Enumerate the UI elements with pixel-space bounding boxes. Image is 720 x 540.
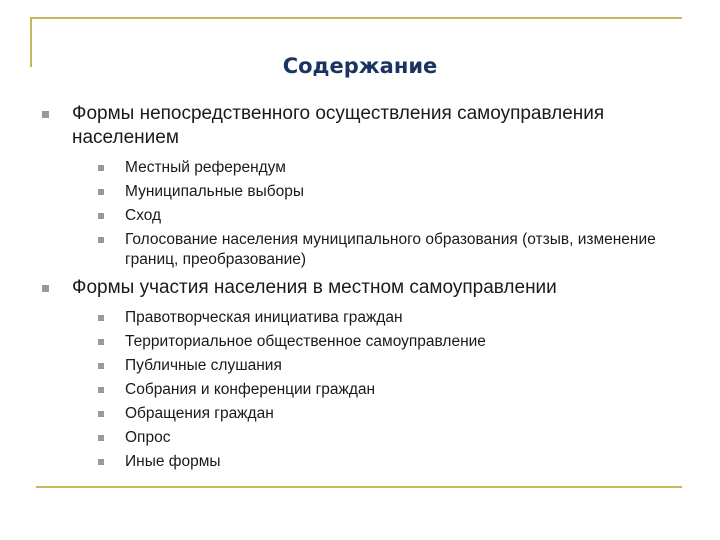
square-bullet-icon bbox=[98, 363, 104, 369]
list-item bbox=[38, 402, 688, 426]
frame-bottom-line bbox=[36, 486, 682, 488]
list-item bbox=[38, 378, 688, 402]
section-item-list bbox=[38, 306, 688, 474]
square-bullet-icon bbox=[98, 459, 104, 465]
list-item-text: Иные формы bbox=[125, 453, 221, 470]
list-item-text: Публичные слушания bbox=[125, 357, 282, 374]
square-bullet-icon bbox=[98, 165, 104, 171]
list-item-text: Голосование населения муниципального образования (отзыв, изменение границ, преобразование) bbox=[125, 231, 656, 268]
list-item-text: Обращения граждан bbox=[125, 405, 274, 422]
slide-content bbox=[38, 102, 688, 480]
list-item-text: Территориальное общественное самоуправление bbox=[125, 333, 486, 350]
list-item-text: Опрос bbox=[125, 429, 171, 446]
square-bullet-icon bbox=[98, 387, 104, 393]
square-bullet-icon bbox=[98, 435, 104, 441]
list-item bbox=[38, 450, 688, 474]
slide-title: Содержание bbox=[282, 54, 438, 78]
list-item-text: Правотворческая инициатива граждан bbox=[125, 309, 403, 326]
list-item-text: Местный референдум bbox=[125, 159, 286, 176]
list-item-text: Сход bbox=[125, 207, 162, 224]
list-item bbox=[38, 156, 688, 180]
square-bullet-icon bbox=[98, 339, 104, 345]
square-bullet-icon bbox=[98, 411, 104, 417]
list-item bbox=[38, 204, 688, 228]
list-item bbox=[38, 228, 688, 270]
section-heading bbox=[38, 102, 688, 150]
section-heading-text: Формы участия населения в местном самоуправлении bbox=[72, 277, 557, 298]
square-bullet-icon bbox=[98, 213, 104, 219]
square-bullet-icon bbox=[98, 237, 104, 243]
section-item-list bbox=[38, 156, 688, 270]
list-item bbox=[38, 330, 688, 354]
square-bullet-icon bbox=[98, 315, 104, 321]
list-item-text: Собрания и конференции граждан bbox=[125, 381, 376, 398]
list-item bbox=[38, 180, 688, 204]
list-item-text: Муниципальные выборы bbox=[125, 183, 304, 200]
section-heading bbox=[38, 276, 688, 300]
section-heading-text: Формы непосредственного осуществления самоуправления населением bbox=[72, 103, 605, 148]
square-bullet-icon bbox=[98, 189, 104, 195]
list-item bbox=[38, 426, 688, 450]
square-bullet-icon bbox=[42, 111, 49, 118]
square-bullet-icon bbox=[42, 285, 49, 292]
list-item bbox=[38, 306, 688, 330]
frame-top-line bbox=[30, 17, 682, 19]
list-item bbox=[38, 354, 688, 378]
